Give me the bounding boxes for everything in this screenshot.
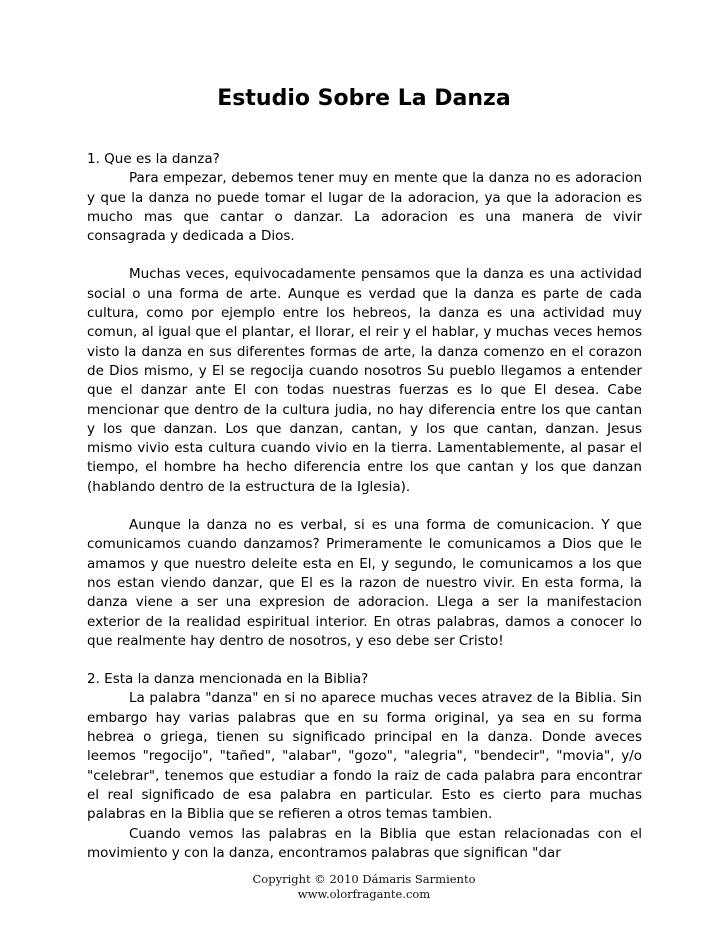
footer-copyright: Copyright © 2010 Dámaris Sarmiento [252, 872, 476, 886]
section-1-heading: 1. Que es la danza? [87, 151, 220, 167]
document-body [87, 150, 642, 863]
page-footer [0, 872, 728, 902]
section-2-heading: 2. Esta la danza mencionada en la Biblia? [87, 671, 369, 688]
section-2-paragraph-1: La palabra "danza" en si no aparece muchas veces atravez de la Biblia. Sin embargo hay varias palabras que en su forma original, ya sea en su forma hebrea o griega, tienen su significado principal en la danza. Donde aveces leemos "regocijo", "tañed", "alabar", "gozo", "alegria", "bendecir", "movia", y/o "celebrar", tenemos que estudiar a fondo la raiz de cada palabra para encontrar el real significado de esa palabra en particular. Esto es cierto para muchas palabras en la Biblia que se refieren a otros temas tambien. [87, 690, 642, 823]
section-2-paragraph-2: Cuando vemos las palabras en la Biblia que estan relacionadas con el movimiento y con la danza, encontramos palabras que significan "dar [87, 825, 642, 861]
section-1-paragraph-1: Para empezar, debemos tener muy en mente que la danza no es adoracion y que la danza no puede tomar el lugar de la adoracion, ya que la adoracion es mucho mas que cantar o danzar. La adoracion es una manera de vivir consagrada y dedicada a Dios. [87, 170, 642, 245]
paragraph-spacer [87, 246, 642, 265]
paragraph-spacer [87, 497, 642, 516]
footer-website: www.olorfragante.com [297, 887, 431, 901]
section-1-paragraph-2: Muchas veces, equivocadamente pensamos que la danza es una actividad social o una forma de arte. Aunque es verdad que la danza es parte de cada cultura, como por ejemplo entre los hebreos, la danza es una actividad muy comun, al igual que el plantar, el llorar, el reir y el hablar, y muchas veces hemos visto la danza en sus diferentes formas de arte, la danza comenzo en el corazon de Dios mismo, y El se regocija cuando nosotros Su pueblo llegamos a entender que el danzar ante El con todas nuestras fuerzas es lo que El desea. Cabe mencionar que dentro de la cultura judia, no hay diferencia entre los que cantan y los que danzan. Los que danzan, cantan, y los que cantan, danzan. Jesus mismo vivio esta cultura cuando vivio en la tierra. Lamentablemente, al pasar el tiempo, el hombre ha hecho diferencia entre los que cantan y los que danzan (hablando dentro de la estructura de la Iglesia). [87, 266, 642, 495]
document-title: Estudio Sobre La Danza [217, 86, 511, 111]
section-1-paragraph-3: Aunque la danza no es verbal, si es una forma de comunicacion. Y que comunicamos cuando danzamos? Primeramente le comunicamos a Dios que le amamos y que nuestro deleite esta en El, y segundo, le comunicamos a los que nos estan viendo danzar, que El es la razon de nuestro vivir. En esta forma, la danza viene a ser una expresion de adoracion. Llega a ser la manifestacion exterior de la realidad espiritual interior. En otras palabras, damos a conocer lo que realmente hay dentro de nosotros, y eso debe ser Cristo! [87, 517, 642, 649]
paragraph-spacer [87, 651, 642, 670]
